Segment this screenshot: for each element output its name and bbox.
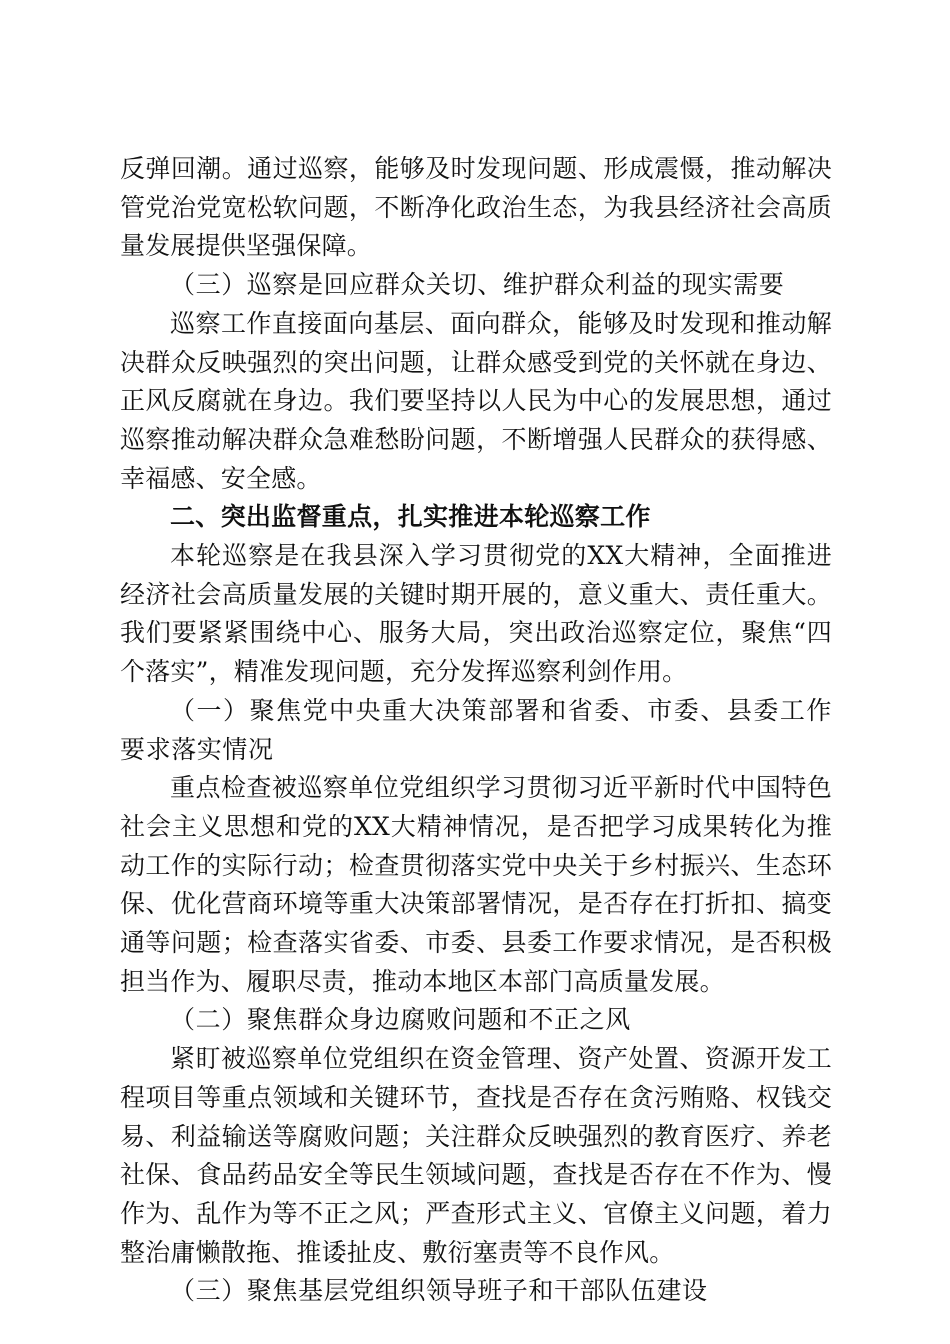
body-paragraph: 紧盯被巡察单位党组织在资金管理、资产处置、资源开发工程项目等重点领域和关键环节，查找是否存在贪污贿赂、权钱交易、利益输送等腐败问题；关注群众反映强烈的教育医疗、养老社保、食品药品安全等民生领域问题，查找是否存在不作为、慢作为、乱作为等不正之风；严查形式主义、官僚主义问题，着力整治庸懒散拖、推诿扯皮、敷衍塞责等不良作风。 — [120, 1044, 832, 1267]
section-heading-2: 二、突出监督重点，扎实推进本轮巡察工作 — [170, 502, 651, 532]
subheading-1-central-decisions: （一）聚焦党中央重大决策部署和省委、市委、县委工作要求落实情况 — [120, 695, 832, 764]
body-paragraph: 本轮巡察是在我县深入学习贯彻党的XX大精神，全面推进经济社会高质量发展的关键时期开展的，意义重大、责任重大。我们要紧紧围绕中心、服务大局，突出政治巡察定位，聚焦“四个落实”，精准发现问题，充分发挥巡察利剑作用。 — [120, 541, 832, 687]
body-paragraph: 巡察工作直接面向基层、面向群众，能够及时发现和推动解决群众反映强烈的突出问题，让群众感受到党的关怀就在身边、正风反腐就在身边。我们要坚持以人民为中心的发展思想，通过巡察推动解决群众急难愁盼问题，不断增强人民群众的获得感、幸福感、安全感。 — [120, 308, 832, 493]
subheading-2-corruption: （二）聚焦群众身边腐败问题和不正之风 — [170, 1005, 631, 1035]
document-page — [120, 150, 832, 1311]
subheading-3-supervision-response: （三）巡察是回应群众关切、维护群众利益的现实需要 — [170, 270, 785, 300]
body-paragraph: 重点检查被巡察单位党组织学习贯彻习近平新时代中国特色社会主义思想和党的XX大精神情况，是否把学习成果转化为推动工作的实际行动；检查贯彻落实党中央关于乡村振兴、生态环保、优化营商环境等重大决策部署情况，是否存在打折扣、搞变通等问题；检查落实省委、市委、县委工作要求情况，是否积极担当作为、履职尽责，推动本地区本部门高质量发展。 — [120, 773, 832, 996]
body-paragraph-continued: 反弹回潮。通过巡察，能够及时发现问题、形成震慑，推动解决管党治党宽松软问题，不断净化政治生态，为我县经济社会高质量发展提供坚强保障。 — [120, 154, 832, 261]
subheading-3-party-organization: （三）聚焦基层党组织领导班子和干部队伍建设 — [170, 1276, 708, 1306]
